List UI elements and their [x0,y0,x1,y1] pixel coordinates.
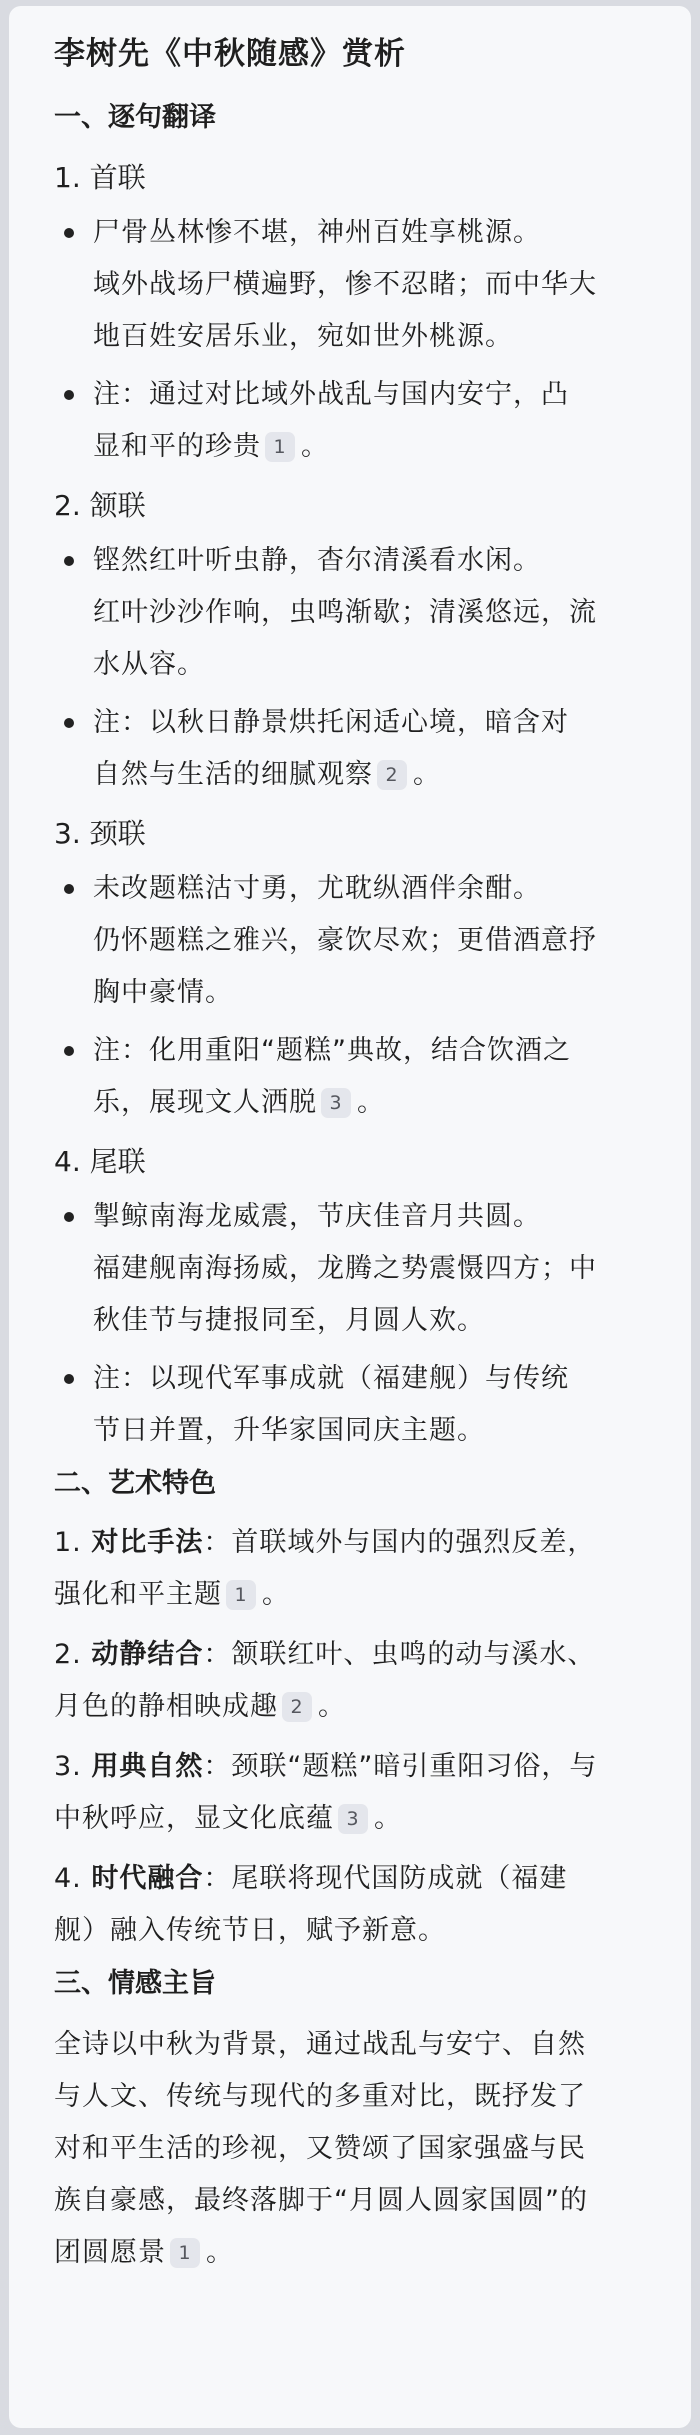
art-item-cont [54,1569,661,1621]
note-line: 注：通过对比域外战乱与国内安宁，凸 [54,369,661,421]
translation-line: 胸中豪情。 [93,977,233,1008]
note-line: 注：化用重阳“题糕”典故，结合饮酒之 [54,1025,661,1077]
citation-badge[interactable]: 3 [338,1804,368,1834]
item-heading-weilian: 4. 尾联 [54,1145,146,1178]
verse-line: 未改题糕沽寸勇，尤耽纵酒伴余酣。 [54,863,661,915]
art-item-cont [54,1793,661,1845]
citation-badge[interactable]: 2 [377,760,407,790]
summary-line: 对和平生活的珍视，又赞颂了国家强盛与民 [54,2133,586,2164]
art-item-term: 动静结合 [91,1639,204,1670]
art-item [54,1741,661,1793]
art-item-text: 月色的静相映成趣 [54,1691,278,1722]
translation-line: 域外战场尸横遍野，惨不忍睹；而中华大 [93,269,597,300]
summary-line: 族自豪感，最终落脚于“月圆人圆家国圆”的 [54,2185,588,2216]
art-item-number: 1. [54,1527,92,1558]
citation-badge[interactable]: 2 [282,1692,312,1722]
art-item-number: 3. [54,1751,92,1782]
art-item-term: 时代融合 [91,1863,204,1894]
note-text: 乐，展现文人洒脱 [93,1087,317,1118]
item-heading-shoulian: 1. 首联 [54,161,146,194]
punctuation: 。 [318,1691,346,1722]
art-item-text: 强化和平主题 [54,1579,222,1610]
page-title: 李树先《中秋随感》赏析 [54,36,406,72]
art-item-cont [54,1681,661,1733]
article-card [9,6,691,2428]
citation-badge[interactable]: 1 [265,432,295,462]
translation-line: 红叶沙沙作响，虫鸣渐歇；清溪悠远，流 [93,597,597,628]
verse-line: 铿然红叶听虫静，杳尔清溪看水闲。 [54,535,661,587]
section-heading-art: 二、艺术特色 [54,1468,216,1499]
punctuation: 。 [357,1087,385,1118]
punctuation: 。 [413,759,441,790]
art-item-term: 对比手法 [91,1527,204,1558]
art-item [54,1853,661,1905]
summary-text: 团圆愿景 [54,2237,166,2268]
translation-line: 水从容。 [93,649,205,680]
art-item-number: 4. [54,1863,92,1894]
item-heading-jinglian: 3. 颈联 [54,817,146,850]
punctuation: 。 [374,1803,402,1834]
punctuation: 。 [262,1579,290,1610]
note-text: 自然与生活的细腻观察 [93,759,373,790]
verse-line: 掣鲸南海龙威震，节庆佳音月共圆。 [54,1191,661,1243]
note-line-cont [54,421,661,473]
summary-line [54,2227,661,2279]
punctuation: 。 [301,431,329,462]
note-text: 显和平的珍贵 [93,431,261,462]
translation-line: 地百姓安居乐业，宛如世外桃源。 [93,321,513,352]
art-item [54,1517,661,1569]
art-item [54,1629,661,1681]
note-line: 注：以现代军事成就（福建舰）与传统 [54,1353,661,1405]
summary-line: 全诗以中秋为背景，通过战乱与安宁、自然 [54,2029,586,2060]
translation-line: 仍怀题糕之雅兴，豪饮尽欢；更借酒意抒 [93,925,597,956]
note-line-cont [54,1077,661,1129]
art-item-text: 中秋呼应，显文化底蕴 [54,1803,334,1834]
art-item-text: ：尾联将现代国防成就（福建 [203,1863,568,1894]
art-item-number: 2. [54,1639,92,1670]
citation-badge[interactable]: 3 [321,1088,351,1118]
note-line-cont [54,749,661,801]
art-item-text: ：颔联红叶、虫鸣的动与溪水、 [203,1639,596,1670]
citation-badge[interactable]: 1 [170,2238,200,2268]
note-line: 注：以秋日静景烘托闲适心境，暗含对 [54,697,661,749]
translation-line: 福建舰南海扬威，龙腾之势震慑四方；中 [93,1253,597,1284]
section-heading-translation: 一、逐句翻译 [54,102,216,133]
art-item-text: ：首联域外与国内的强烈反差， [203,1527,596,1558]
verse-line: 尸骨丛林惨不堪，神州百姓享桃源。 [54,207,661,259]
translation-line: 秋佳节与捷报同至，月圆人欢。 [93,1305,485,1336]
art-item-term: 用典自然 [91,1751,204,1782]
citation-badge[interactable]: 1 [226,1580,256,1610]
punctuation: 。 [206,2237,234,2268]
section-heading-emotion: 三、情感主旨 [54,1968,216,1999]
summary-line: 与人文、传统与现代的多重对比，既抒发了 [54,2081,586,2112]
note-line-cont: 节日并置，升华家国同庆主题。 [93,1415,485,1446]
art-item-cont: 舰）融入传统节日，赋予新意。 [54,1915,446,1946]
art-item-text: ：颈联“题糕”暗引重阳习俗，与 [203,1751,598,1782]
item-heading-hanlian: 2. 颔联 [54,489,146,522]
